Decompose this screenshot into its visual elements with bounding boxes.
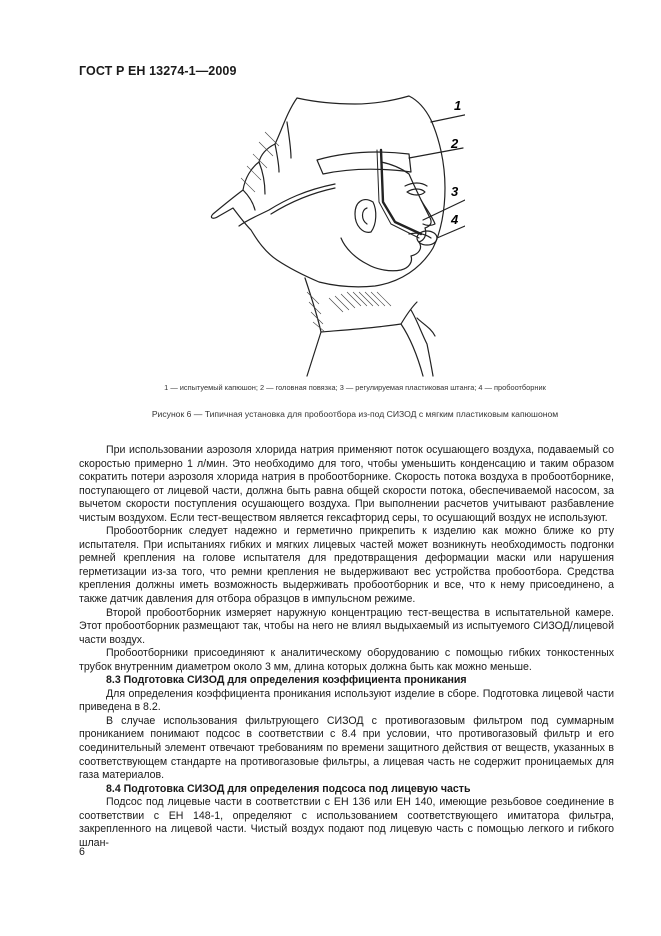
head-band (317, 152, 411, 174)
paragraph: Для определения коэффициента проникания используют изделие в сборе. Подготовка лицевой части приведена в 8.2. (79, 687, 614, 714)
paragraph: При использовании аэрозоля хлорида натрия применяют поток осушающего воздуха, подаваемый со скоростью примерно 1 л/мин. Это необходимо для того, чтобы уменьшить конденсацию и таким образом сократить потери аэрозоля хлорида натрия в пробоотборнике. Скорость потока воздуха в пробоотборнике, поступающего от лицевой части, должна быть равна общей скорости потока, обеспечиваемой насосом, за вычетом скорости поступления осушающего воздуха. При выполнении расчетов учитывают разбавление чистым воздухом. Если тест-веществом является гексафторид серы, то осушающий воздух не используют. (79, 444, 614, 524)
figure-label-3: 3 (451, 184, 459, 199)
document-header: ГОСТ Р ЕН 13274-1—2009 (79, 64, 237, 78)
hood-outline (211, 96, 445, 287)
figure-legend: 1 — испытуемый капюшон; 2 — головная повязка; 3 — регулируемая пластиковая штанга; 4 — пробоотборник (164, 383, 546, 392)
figure-label-4: 4 (451, 212, 459, 227)
figure-label-2: 2 (451, 136, 459, 151)
paragraph: Пробоотборники присоединяют к аналитическому оборудованию с помощью гибких тонкостенных трубок внутренним диаметром около 3 мм, длина которых должна быть как можно меньше. (79, 647, 614, 673)
paragraph: Подсос под лицевые части в соответствии с ЕН 136 или ЕН 140, имеющие резьбовое соединение в соответствии с ЕН 148-1, определяют с использованием соответствующего имитатора фильтра, закрепленного на лицевой части. Чистый воздух подают под лицевую часть с помощью легкого и гибкого шлан- (79, 796, 614, 849)
paragraph: В случае использования фильтрующего СИЗОД с противогазовым фильтром под суммарным прониканием понимают подсос в соответствии с 8.4 при условии, что противогазовый фильтр и его соединительный элемент отвечают требованиям по времени защитного действия от веществ, указанных в соответствующем стандарте на противогазовые фильтры, а лицевая часть не содержит проницаемых для газа материалов. (79, 714, 614, 782)
section-heading-8-3: 8.3 Подготовка СИЗОД для определения коэффициента проникания (106, 674, 467, 687)
paragraph: Второй пробоотборник измеряет наружную концентрацию тест-вещества в испытательной камере. Этот пробоотборник размещают так, чтобы на него не влиял выдыхаемый из испытуемого СИЗОД/лицевой части воздух. (79, 606, 614, 646)
adjustable-rod (381, 150, 421, 234)
section-heading-8-4: 8.4 Подготовка СИЗОД для определения подсоса под лицевую часть (106, 782, 471, 795)
page-number: 6 (79, 846, 85, 858)
hood-sampling-figure (195, 92, 465, 377)
ear (355, 200, 376, 233)
sampling-probe (417, 231, 437, 245)
body-text (79, 444, 614, 850)
figure-label-1: 1 (454, 98, 462, 113)
figure-caption: Рисунок 6 — Типичная установка для пробоотбора из-под СИЗОД с мягким пластиковым капюшоном (151, 409, 559, 419)
paragraph: Пробоотборник следует надежно и герметично прикрепить к изделию как можно ближе ко рту испытателя. При испытаниях гибких и мягких лицевых частей может возникнуть необходимость подгонки ремней крепления на голове испытателя для предотвращения деформации маски или нарушения герметизации из-за того, что ремни крепления не выдерживают вес устройства пробоотбора. Средства крепления должны иметь возможность выдерживать пробоотборник и все, что к нему присоединено, а также датчик давления для отбора образцов в импульсном режиме. (79, 525, 614, 606)
